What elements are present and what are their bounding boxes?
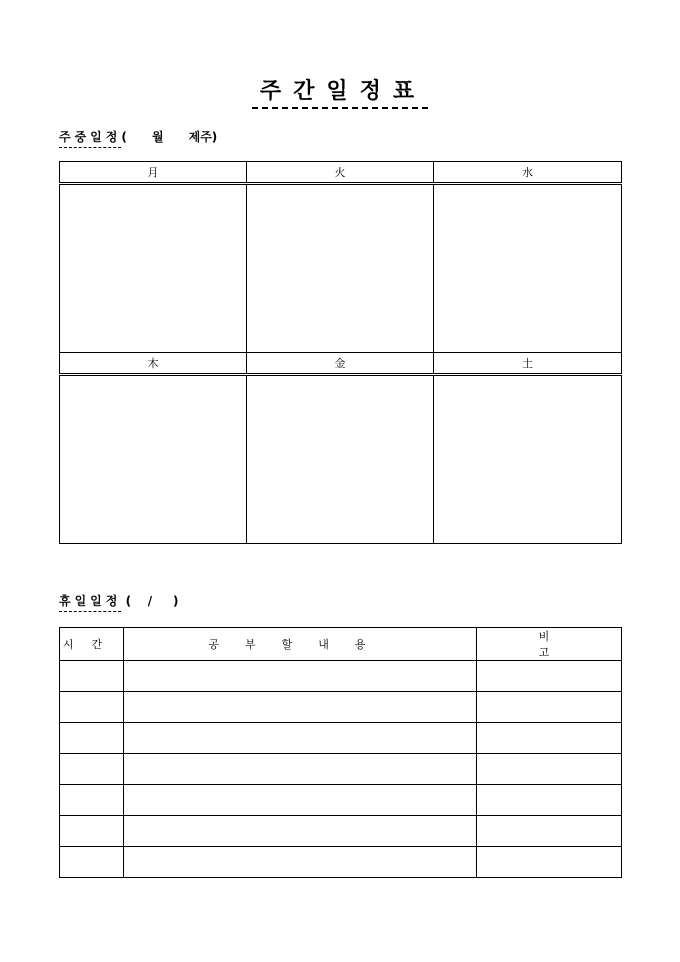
table-row <box>60 785 622 816</box>
weekly-schedule-table <box>59 161 622 544</box>
content-cell[interactable] <box>124 723 477 754</box>
weekday-wed: 水 <box>434 162 622 184</box>
schedule-cell-sat[interactable] <box>434 375 622 544</box>
holiday-schedule-table <box>59 627 622 878</box>
content-cell[interactable] <box>124 692 477 723</box>
content-header: 공부할내용 <box>124 628 477 661</box>
time-cell[interactable] <box>60 847 124 878</box>
time-cell[interactable] <box>60 754 124 785</box>
table-row <box>60 723 622 754</box>
time-cell[interactable] <box>60 692 124 723</box>
weekday-thu: 木 <box>60 352 247 374</box>
note-cell[interactable] <box>477 847 622 878</box>
weekday-tue: 火 <box>247 162 434 184</box>
holiday-schedule-label: 휴일일정 ( / ) <box>59 592 179 609</box>
time-cell[interactable] <box>60 723 124 754</box>
time-cell[interactable] <box>60 816 124 847</box>
table-row <box>60 692 622 723</box>
schedule-cell-wed[interactable] <box>434 184 622 353</box>
schedule-cell-thu[interactable] <box>60 375 247 544</box>
weekday-sat: 土 <box>434 352 622 374</box>
page-title: 주간일정표 <box>0 74 680 109</box>
content-cell[interactable] <box>124 785 477 816</box>
time-cell[interactable] <box>60 785 124 816</box>
note-cell[interactable] <box>477 723 622 754</box>
note-cell[interactable] <box>477 661 622 692</box>
weekday-mon: 月 <box>60 162 247 184</box>
content-cell[interactable] <box>124 661 477 692</box>
content-cell[interactable] <box>124 754 477 785</box>
table-row <box>60 816 622 847</box>
schedule-cell-mon[interactable] <box>60 184 247 353</box>
table-row <box>60 661 622 692</box>
content-cell[interactable] <box>124 847 477 878</box>
table-row <box>60 754 622 785</box>
note-cell[interactable] <box>477 692 622 723</box>
note-header: 비고 <box>477 628 622 661</box>
table-row <box>60 847 622 878</box>
schedule-cell-tue[interactable] <box>247 184 434 353</box>
note-cell[interactable] <box>477 785 622 816</box>
time-cell[interactable] <box>60 661 124 692</box>
time-header: 시간 <box>60 628 124 661</box>
note-cell[interactable] <box>477 816 622 847</box>
schedule-cell-fri[interactable] <box>247 375 434 544</box>
content-cell[interactable] <box>124 816 477 847</box>
note-cell[interactable] <box>477 754 622 785</box>
weekly-schedule-label: 주중일정( 월 제주) <box>59 128 217 145</box>
weekday-fri: 金 <box>247 352 434 374</box>
